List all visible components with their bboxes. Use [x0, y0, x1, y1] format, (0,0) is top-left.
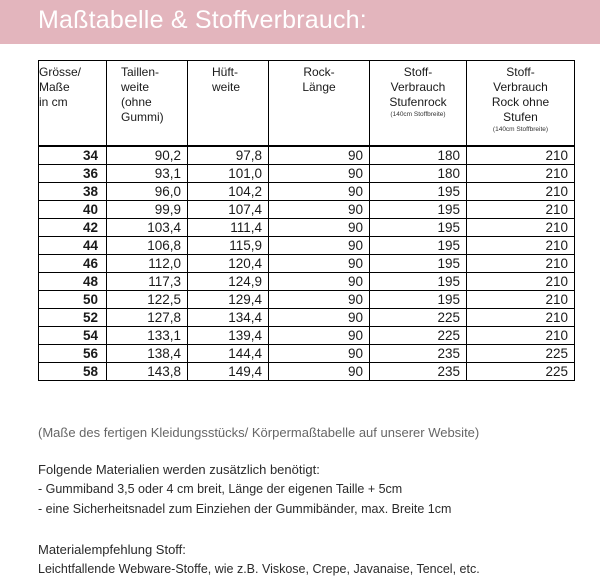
cell-size: 44: [39, 237, 107, 255]
cell-fabric-plain: 210: [467, 273, 575, 291]
cell-fabric-plain: 210: [467, 327, 575, 345]
page-title: Maßtabelle & Stoffverbrauch:: [38, 6, 367, 34]
cell-waist: 138,4: [107, 345, 188, 363]
cell-fabric-tiered: 235: [370, 345, 467, 363]
cell-waist: 96,0: [107, 183, 188, 201]
cell-waist: 127,8: [107, 309, 188, 327]
cell-size: 40: [39, 201, 107, 219]
cell-hip: 97,8: [188, 146, 269, 165]
cell-fabric-plain: 210: [467, 255, 575, 273]
table-row: [39, 255, 575, 273]
table-row: [39, 327, 575, 345]
cell-hip: 111,4: [188, 219, 269, 237]
cell-fabric-plain: 210: [467, 291, 575, 309]
measurement-note: (Maße des fertigen Kleidungsstücks/ Körpermaßtabelle auf unserer Website): [38, 425, 480, 440]
title-banner: [0, 0, 600, 44]
cell-fabric-plain: 225: [467, 363, 575, 381]
cell-fabric-plain: 210: [467, 183, 575, 201]
cell-length: 90: [269, 327, 370, 345]
cell-length: 90: [269, 237, 370, 255]
cell-hip: 139,4: [188, 327, 269, 345]
cell-fabric-tiered: 195: [370, 291, 467, 309]
table-row: [39, 237, 575, 255]
header-waist: Taillen- weite (ohne Gummi): [107, 61, 188, 147]
cell-waist: 122,5: [107, 291, 188, 309]
cell-size: 38: [39, 183, 107, 201]
cell-length: 90: [269, 219, 370, 237]
cell-size: 46: [39, 255, 107, 273]
cell-fabric-plain: 210: [467, 237, 575, 255]
cell-fabric-plain: 210: [467, 309, 575, 327]
materials-title: Folgende Materialien werden zusätzlich benötigt:: [38, 462, 320, 477]
header-size: Grösse/ Maße in cm: [39, 61, 107, 147]
cell-size: 50: [39, 291, 107, 309]
cell-waist: 106,8: [107, 237, 188, 255]
cell-waist: 90,2: [107, 146, 188, 165]
table-row: [39, 345, 575, 363]
fabric-text: Leichtfallende Webware-Stoffe, wie z.B. Viskose, Crepe, Javanaise, Tencel, etc.: [38, 562, 480, 576]
size-table: [38, 60, 575, 381]
cell-hip: 115,9: [188, 237, 269, 255]
cell-length: 90: [269, 201, 370, 219]
cell-waist: 143,8: [107, 363, 188, 381]
cell-fabric-tiered: 180: [370, 165, 467, 183]
header-fabric-tiered: Stoff- Verbrauch Stufenrock (140cm Stoffbreite): [370, 61, 467, 147]
cell-hip: 120,4: [188, 255, 269, 273]
cell-waist: 93,1: [107, 165, 188, 183]
cell-fabric-plain: 210: [467, 165, 575, 183]
cell-length: 90: [269, 146, 370, 165]
cell-size: 36: [39, 165, 107, 183]
cell-size: 54: [39, 327, 107, 345]
cell-hip: 129,4: [188, 291, 269, 309]
cell-hip: 101,0: [188, 165, 269, 183]
cell-fabric-tiered: 195: [370, 255, 467, 273]
cell-fabric-tiered: 225: [370, 327, 467, 345]
table-header-row: [39, 61, 575, 147]
cell-waist: 117,3: [107, 273, 188, 291]
materials-item: - eine Sicherheitsnadel zum Einziehen der Gummibänder, max. Breite 1cm: [38, 502, 452, 516]
table-row: [39, 219, 575, 237]
cell-waist: 112,0: [107, 255, 188, 273]
cell-hip: 107,4: [188, 201, 269, 219]
cell-hip: 144,4: [188, 345, 269, 363]
cell-fabric-plain: 210: [467, 201, 575, 219]
cell-length: 90: [269, 363, 370, 381]
cell-size: 48: [39, 273, 107, 291]
cell-fabric-plain: 210: [467, 219, 575, 237]
fabric-title: Materialempfehlung Stoff:: [38, 542, 186, 557]
cell-size: 42: [39, 219, 107, 237]
cell-fabric-tiered: 195: [370, 237, 467, 255]
cell-size: 56: [39, 345, 107, 363]
cell-fabric-tiered: 225: [370, 309, 467, 327]
cell-length: 90: [269, 273, 370, 291]
table-row: [39, 363, 575, 381]
materials-item: - Gummiband 3,5 oder 4 cm breit, Länge der eigenen Taille + 5cm: [38, 482, 403, 496]
cell-waist: 99,9: [107, 201, 188, 219]
cell-fabric-plain: 225: [467, 345, 575, 363]
cell-waist: 103,4: [107, 219, 188, 237]
cell-length: 90: [269, 183, 370, 201]
cell-fabric-tiered: 195: [370, 201, 467, 219]
cell-length: 90: [269, 255, 370, 273]
cell-fabric-tiered: 195: [370, 183, 467, 201]
cell-length: 90: [269, 309, 370, 327]
cell-fabric-tiered: 235: [370, 363, 467, 381]
table-row: [39, 183, 575, 201]
table-row: [39, 165, 575, 183]
cell-fabric-plain: 210: [467, 146, 575, 165]
cell-size: 52: [39, 309, 107, 327]
cell-length: 90: [269, 345, 370, 363]
cell-fabric-tiered: 180: [370, 146, 467, 165]
table-row: [39, 146, 575, 165]
cell-fabric-tiered: 195: [370, 219, 467, 237]
cell-waist: 133,1: [107, 327, 188, 345]
cell-length: 90: [269, 165, 370, 183]
table-row: [39, 291, 575, 309]
cell-hip: 104,2: [188, 183, 269, 201]
table-row: [39, 201, 575, 219]
cell-fabric-tiered: 195: [370, 273, 467, 291]
cell-size: 58: [39, 363, 107, 381]
cell-hip: 149,4: [188, 363, 269, 381]
cell-hip: 124,9: [188, 273, 269, 291]
header-skirt-length: Rock- Länge: [269, 61, 370, 147]
cell-length: 90: [269, 291, 370, 309]
table-row: [39, 273, 575, 291]
header-fabric-plain: Stoff- Verbrauch Rock ohne Stufen (140cm Stoffbreite): [467, 61, 575, 147]
cell-size: 34: [39, 146, 107, 165]
header-hip: Hüft- weite: [188, 61, 269, 147]
table-row: [39, 309, 575, 327]
cell-hip: 134,4: [188, 309, 269, 327]
